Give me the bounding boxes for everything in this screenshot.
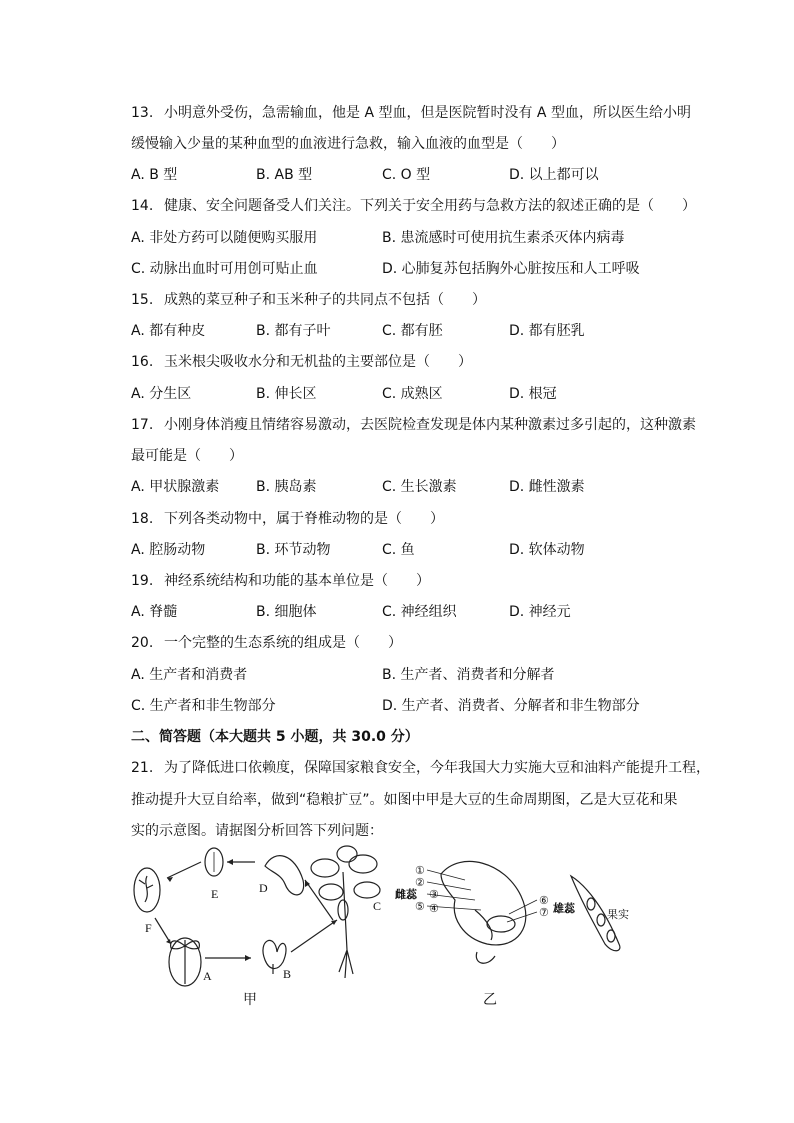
label-num-4: ④	[429, 903, 439, 915]
q16-line-1: 16. 玉米根尖吸收水分和无机盐的主要部位是（ ）	[131, 354, 472, 370]
label-num-3: ③	[429, 889, 439, 901]
q14-line-1: 14. 健康、安全问题备受人们关注。下列关于安全用药与急救方法的叙述正确的是（ ）	[131, 198, 696, 214]
caption-jia: 甲	[243, 993, 257, 1008]
q14-option-d: D. 心肺复苏包括胸外心脏按压和人工呼吸	[382, 261, 640, 277]
q20-line-1: 20. 一个完整的生态系统的组成是（ ）	[131, 635, 402, 651]
q19-option-c: C. 神经组织	[382, 604, 457, 620]
label-d: D	[259, 881, 268, 895]
q16-option-d: D. 根冠	[509, 386, 557, 402]
q19-option-a: A. 脊髓	[131, 604, 178, 620]
label-c: C	[373, 899, 382, 913]
q15-option-d: D. 都有胚乳	[509, 323, 585, 339]
label-pistil: 雌蕊	[395, 889, 417, 901]
q18-option-a: A. 腔肠动物	[131, 542, 206, 558]
q13-option-b: B. AB 型	[256, 167, 313, 183]
q15-option-b: B. 都有子叶	[256, 323, 331, 339]
label-f: F	[145, 921, 152, 935]
label-num-2: ②	[415, 877, 425, 889]
arrow-e-to-f	[167, 862, 201, 878]
q15-option-c: C. 都有胚	[382, 323, 443, 339]
q13-line-1: 13. 小明意外受伤，急需输血，他是 A 型血，但是医院暂时没有 A 型血，所以医生给小明	[131, 105, 691, 121]
flower-diagram-shape	[441, 861, 526, 945]
q19-option-b: B. 细胞体	[256, 604, 317, 620]
q21-line-3: 实的示意图。请据图分析回答下列问题：	[131, 823, 383, 839]
caption-yi: 乙	[483, 993, 497, 1008]
label-num-6: ⑥	[539, 895, 549, 907]
label-fruit: 果实	[607, 909, 629, 921]
q16-option-a: A. 分生区	[131, 386, 192, 402]
label-e: E	[211, 887, 219, 901]
label-num-7: ⑦	[539, 907, 549, 919]
q21-line-2: 推动提升大豆自给率，做到“稳粮扩豆”。如图中甲是大豆的生命周期图，乙是大豆花和果	[131, 792, 678, 808]
q17-option-a: A. 甲状腺激素	[131, 479, 220, 495]
arrow-b-to-c	[291, 920, 337, 952]
q13-option-c: C. O 型	[382, 167, 431, 183]
q14-option-c: C. 动脉出血时可用创可贴止血	[131, 261, 318, 277]
q19-line-1: 19. 神经系统结构和功能的基本单位是（ ）	[131, 573, 430, 589]
label-num-1: ①	[415, 865, 425, 877]
label-b: B	[283, 967, 292, 981]
q13-line-2: 缓慢输入少量的某种血型的血液进行急救，输入血液的血型是（ ）	[131, 136, 565, 152]
q17-option-c: C. 生长激素	[382, 479, 457, 495]
q18-option-b: B. 环节动物	[256, 542, 331, 558]
q18-option-c: C. 鱼	[382, 542, 415, 558]
q20-option-d: D. 生产者、消费者、分解者和非生物部分	[382, 698, 640, 714]
q17-option-d: D. 雌性激素	[509, 479, 585, 495]
q17-line-1: 17. 小刚身体消瘦且情绪容易激动，去医院检查发现是体内某种激素过多引起的，这种激素	[131, 417, 696, 433]
pod-d-shape	[265, 856, 304, 895]
label-num-5: ⑤	[415, 901, 425, 913]
q14-option-b: B. 患流感时可使用抗生素杀灭体内病毒	[382, 230, 625, 246]
q17-line-2: 最可能是（ ）	[131, 448, 243, 464]
q15-line-1: 15. 成熟的菜豆种子和玉米种子的共同点不包括（ ）	[131, 292, 486, 308]
label-stamen: 雄蕊	[553, 903, 575, 915]
flower-b-shape	[263, 940, 286, 968]
soybean-figure	[125, 840, 645, 1020]
q19-option-d: D. 神经元	[509, 604, 571, 620]
q20-option-a: A. 生产者和消费者	[131, 667, 248, 683]
q14-option-a: A. 非处方药可以随便购买服用	[131, 230, 318, 246]
q20-option-c: C. 生产者和非生物部分	[131, 698, 276, 714]
q18-option-d: D. 软体动物	[509, 542, 585, 558]
q16-option-c: C. 成熟区	[382, 386, 443, 402]
q20-option-b: B. 生产者、消费者和分解者	[382, 667, 555, 683]
q21-line-1: 21. 为了降低进口依赖度，保障国家粮食安全，今年我国大力实施大豆和油料产能提升工程，	[131, 760, 710, 776]
q16-option-b: B. 伸长区	[256, 386, 317, 402]
q13-option-a: A. B 型	[131, 167, 178, 183]
label-a: A	[203, 969, 212, 983]
q13-option-d: D. 以上都可以	[509, 167, 599, 183]
q17-option-b: B. 胰岛素	[256, 479, 317, 495]
section-header: 二、简答题（本大题共 5 小题，共 30.0 分）	[131, 729, 419, 745]
q15-option-a: A. 都有种皮	[131, 323, 206, 339]
q18-line-1: 18. 下列各类动物中，属于脊椎动物的是（ ）	[131, 511, 444, 527]
